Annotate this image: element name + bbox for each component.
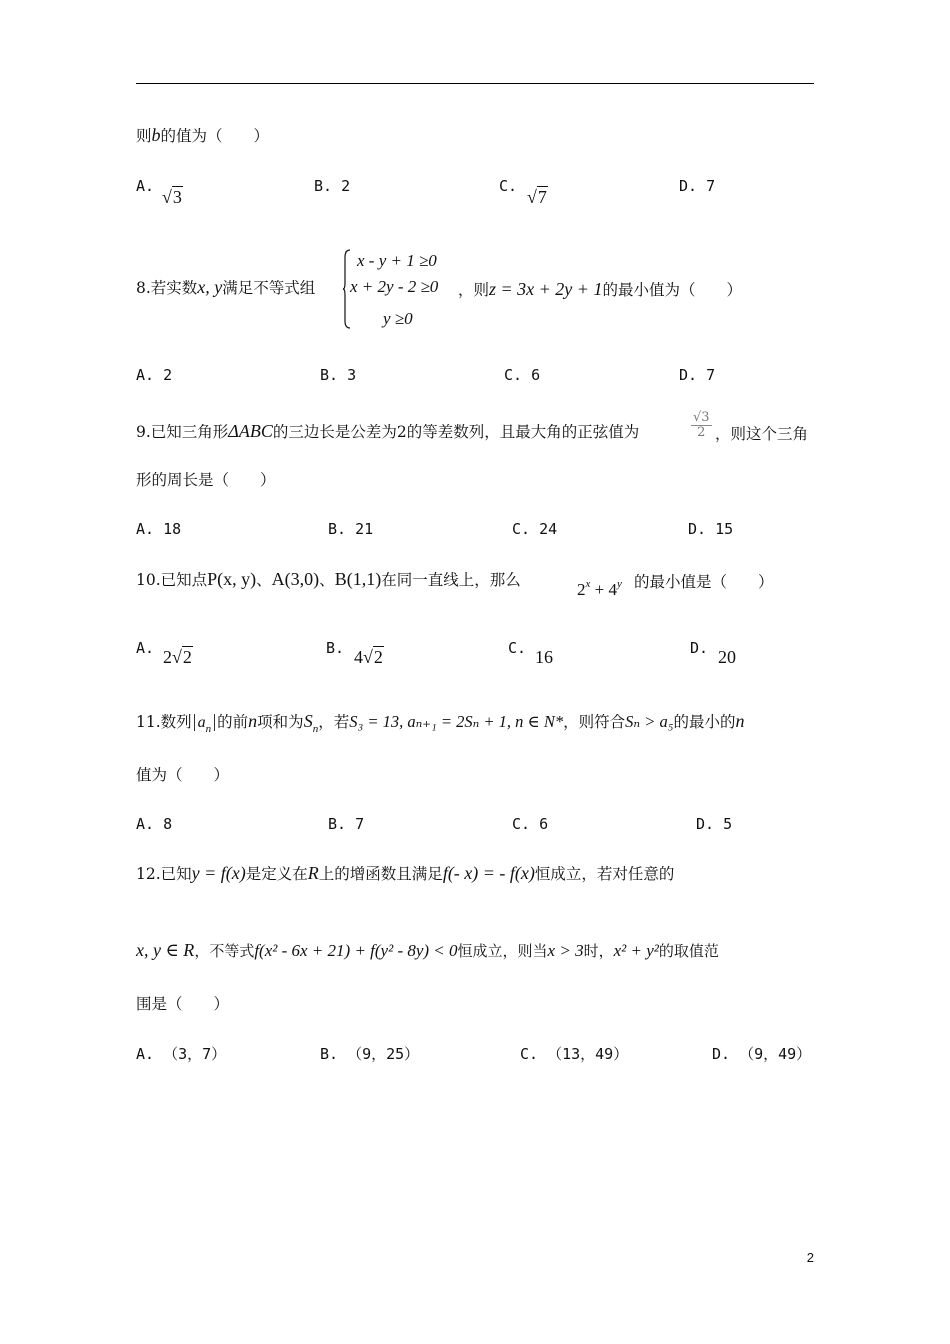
q12-mid: 是定义在	[245, 865, 308, 883]
q9-fraction: $\frac{√3}{2}$	[693, 410, 710, 441]
q11-prefix: 11.数列	[136, 713, 192, 731]
q11-stem-line-2: 值为（ ）	[136, 766, 230, 784]
q8-option-b: B. 3	[320, 366, 357, 384]
q12-l2-suffix: 的取值范	[658, 942, 719, 960]
q11-option-c: C. 6	[512, 815, 549, 833]
q8-stem	[136, 278, 315, 297]
q10-point-b: B(1,1)	[334, 569, 382, 589]
q8-system-row-1: x - y + 1 ≥0	[357, 251, 437, 270]
q8-prefix: 8.若实数	[136, 279, 198, 297]
q9-triangle: ΔABC	[228, 421, 273, 441]
q11-tail-var: n	[735, 711, 745, 731]
option-label: D.	[679, 177, 698, 195]
q10-sep: 、	[256, 571, 272, 589]
q12-l2-mid: ，不等式	[194, 942, 255, 960]
q7-option-b	[314, 177, 350, 195]
q9-mid2: 的等差数列，且最大角的正弦值为	[406, 423, 640, 441]
q8-mid: 满足不等式组	[222, 279, 316, 297]
q11-option-a: A. 8	[136, 815, 173, 833]
q12-option-a: A. （3，7）	[136, 1045, 227, 1063]
q12-fn: y = f(x)	[191, 863, 246, 883]
q7-post: 的值为（ ）	[160, 127, 270, 145]
q11-n: n	[248, 711, 258, 731]
q10-option-d: D. 20	[690, 639, 736, 667]
q10-sep: 、	[319, 571, 335, 589]
q9-prefix: 9.已知三角形	[136, 423, 229, 441]
option-value: 16	[535, 647, 553, 667]
q12-expr: x² + y²	[613, 941, 659, 960]
header-rule	[136, 83, 814, 84]
q7-var: b	[151, 125, 161, 145]
q11-mid2: 项和为	[257, 713, 304, 731]
sqrt-value: √7	[527, 187, 547, 207]
q12-suffix: 恒成立，若对任意的	[534, 865, 675, 883]
q12-option-b: B. （9，25）	[320, 1045, 420, 1063]
q11-stem-line-1	[136, 712, 744, 735]
q9-option-d: D. 15	[688, 520, 734, 538]
q12-stem-line-3: 围是（ ）	[136, 995, 230, 1013]
q9-diff: 2	[396, 423, 407, 441]
q8-option-d: D. 7	[679, 366, 716, 384]
q8-option-c: C. 6	[504, 366, 541, 384]
q9-suffix: ，则这个三角	[715, 425, 809, 443]
q7-option-a	[136, 177, 182, 207]
q11-mid3: ，若	[318, 713, 350, 731]
q10-option-a: A. 2√2	[136, 639, 192, 667]
q10-mid: 在同一直线上，那么	[381, 571, 521, 589]
q10-point-p: P(x, y)	[207, 569, 257, 589]
q8-expr: z = 3x + 2y + 1	[489, 279, 603, 299]
q8-option-a: A. 2	[136, 366, 173, 384]
q12-l2-mid2: 恒成立，则当	[457, 942, 548, 960]
q12-stem-line-1	[136, 864, 674, 883]
option-label: A.	[136, 177, 155, 195]
sqrt-value: 4√2	[354, 647, 383, 667]
q12-R: R	[307, 863, 319, 883]
option-value: 2	[341, 177, 351, 195]
q11-mid4: ，则符合	[563, 713, 626, 731]
q7-pre: 则	[136, 127, 152, 145]
q12-l2-mid3: 时，	[583, 942, 614, 960]
q8-system-row-2: x + 2y - 2 ≥0	[350, 277, 439, 296]
q11-mid: 的前	[217, 713, 249, 731]
q11-option-d: D. 5	[696, 815, 733, 833]
q9-stem-line-2: 形的周长是（ ）	[136, 471, 276, 489]
q10-point-a: A(3,0)	[271, 569, 320, 589]
q12-mid2: 上的增函数且满足	[318, 865, 443, 883]
q9-option-b: B. 21	[328, 520, 374, 538]
q12-cond: x > 3	[547, 941, 584, 960]
q8-system-row-3: y ≥0	[383, 309, 413, 328]
q9-option-c: C. 24	[512, 520, 558, 538]
q11-cond: S₃ = 13, aₙ₊₁ = 2Sₙ + 1, n ∈ N*	[349, 712, 564, 731]
q7-option-d	[679, 177, 715, 195]
q12-prefix: 12.已知	[136, 865, 192, 883]
q11-ineq: Sₙ > a₅	[625, 712, 674, 731]
q10-option-b: B. 4√2	[326, 639, 383, 667]
q9-mid: 的三边长是公差为	[272, 423, 397, 441]
q12-odd: f(- x) = - f(x)	[442, 863, 535, 883]
q11-seq: $a_n$	[194, 714, 216, 731]
option-value: 7	[706, 177, 716, 195]
q8-comma: ，则	[458, 281, 490, 299]
q10-stem	[136, 570, 521, 589]
q11-suffix: 的最小的	[673, 713, 736, 731]
q12-option-c: C. （13，49）	[520, 1045, 629, 1063]
q12-vars: x, y ∈ R	[136, 940, 195, 960]
option-value: 20	[718, 647, 736, 667]
q12-ineq: f(x² - 6x + 21) + f(y² - 8y) < 0	[254, 941, 458, 960]
q9-option-a: A. 18	[136, 520, 182, 538]
q10-option-c: C. 16	[508, 639, 553, 667]
q8-vars: x, y	[197, 277, 223, 297]
q10-expr: $2^x + 4^y$	[577, 578, 622, 599]
q10-prefix: 10.已知点	[136, 571, 208, 589]
q12-option-d: D. （9，49）	[712, 1045, 812, 1063]
q10-suffix: 的最小值是（ ）	[634, 573, 774, 591]
option-label: B.	[314, 177, 333, 195]
sqrt-value: 2√2	[163, 647, 192, 667]
q7-stem	[136, 126, 269, 145]
q8-suffix: 的最小值为（ ）	[602, 281, 742, 299]
q8-tail	[458, 278, 742, 300]
q11-S: $S_n$	[303, 711, 319, 735]
q11-option-b: B. 7	[328, 815, 365, 833]
q7-option-c	[499, 177, 547, 207]
page-number: 2	[806, 1250, 814, 1265]
sqrt-value: √3	[162, 187, 182, 207]
q12-stem-line-2	[136, 941, 719, 959]
q9-stem-line-1	[136, 422, 639, 441]
option-label: C.	[499, 177, 518, 195]
